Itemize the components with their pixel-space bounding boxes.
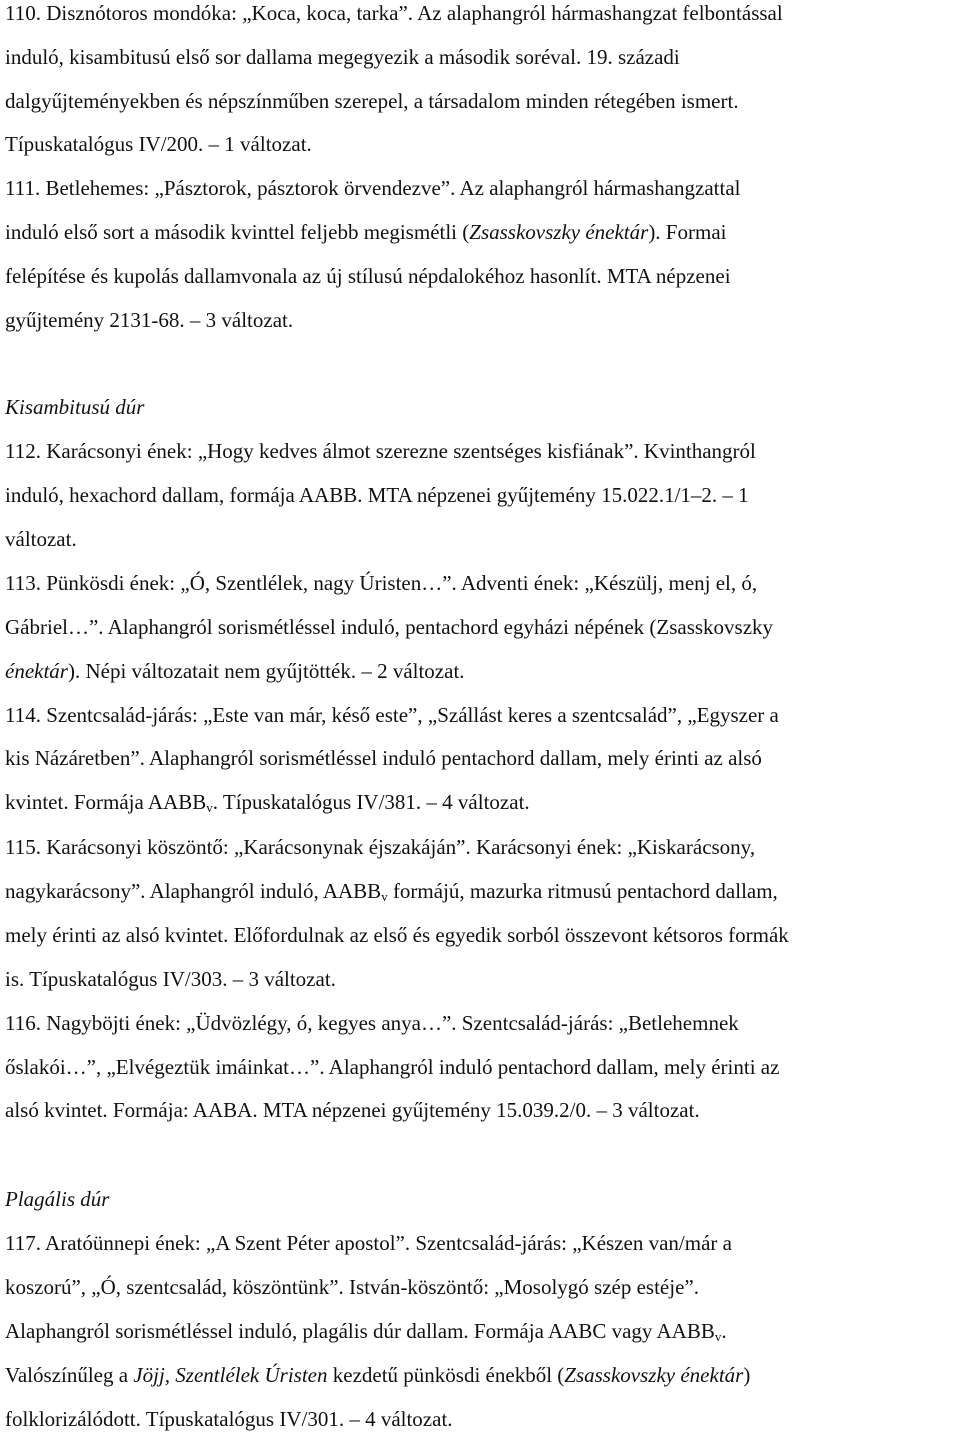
subscript-v: v	[206, 800, 213, 815]
entry-110-line-1: 110. Disznótoros mondóka: „Koca, koca, tarka”. Az alaphangról hármashangzat felbontással	[5, 1, 783, 25]
section-heading-plagalis-dur: Plagális dúr	[5, 1187, 110, 1211]
entry-115-line-4: is. Típuskatalógus IV/303. – 3 változat.	[5, 967, 336, 991]
entry-117-line-3	[5, 1318, 727, 1344]
entry-111-line-4: gyűjtemény 2131-68. – 3 változat.	[5, 308, 294, 332]
entry-111-line-2	[5, 219, 726, 245]
entry-113-line-1: 113. Pünkösdi ének: „Ó, Szentlélek, nagy Úristen…”. Adventi ének: „Készülj, menj el, ó,	[5, 571, 758, 595]
entry-114-line-2: kis Názáretben”. Alaphangról sorismétléssel induló pentachord dallam, mely érinti az alsó	[5, 746, 762, 770]
entry-115-line-1: 115. Karácsonyi köszöntő: „Karácsonynak éjszakáján”. Karácsonyi ének: „Kiskarácsony,	[5, 835, 756, 859]
entry-113-text: ). Népi változatait nem gyűjtötték. – 2 változat.	[67, 659, 465, 683]
entry-113-line-3	[5, 658, 465, 684]
entry-114-text: . Típuskatalógus IV/381. – 4 változat.	[212, 790, 530, 814]
entry-111-line-1: 111. Betlehemes: „Pásztorok, pásztorok örvendezve”. Az alaphangról hármashangzattal	[5, 176, 741, 200]
entry-114-text: kvintet. Formája AABB	[5, 790, 207, 814]
entry-111-line-3: felépítése és kupolás dallamvonala az új stílusú népdalokéhoz hasonlít. MTA népzenei	[5, 264, 731, 288]
entry-116-line-3: alsó kvintet. Formája: AABA. MTA népzenei gyűjtemény 15.039.2/0. – 3 változat.	[5, 1098, 700, 1122]
source-title: énektár	[5, 659, 68, 683]
entry-116-line-1: 116. Nagyböjti ének: „Üdvözlégy, ó, kegyes anya…”. Szentcsalád-járás: „Betlehemnek	[5, 1011, 739, 1035]
entry-115-line-2	[5, 878, 778, 904]
entry-114-line-1: 114. Szentcsalád-járás: „Este van már, késő este”, „Szállást keres a szentcsalád”, „Egyszer a	[5, 703, 779, 727]
entry-117-text: )	[743, 1363, 751, 1387]
entry-112-line-1: 112. Karácsonyi ének: „Hogy kedves álmot szerezne szentséges kisfiának”. Kvinthangról	[5, 439, 756, 463]
entry-113-line-2: Gábriel…”. Alaphangról sorismétléssel induló, pentachord egyházi népének (Zsasskovszky	[5, 615, 774, 639]
entry-115-text: formájú, mazurka ritmusú pentachord dallam,	[387, 879, 778, 903]
entry-112-line-2: induló, hexachord dallam, formája AABB. MTA népzenei gyűjtemény 15.022.1/1–2. – 1	[5, 483, 749, 507]
entry-117-text: kezdetű pünkösdi énekből (	[327, 1363, 565, 1387]
entry-117-text: Alaphangról sorismétléssel induló, plagális dúr dallam. Formája AABC vagy AABB	[5, 1319, 715, 1343]
entry-110-line-3: dalgyűjteményekben és népszínműben szerepel, a társadalom minden rétegében ismert.	[5, 89, 739, 113]
source-title: Zsasskovszky énektár	[469, 220, 649, 244]
entry-115-line-3: mely érinti az alsó kvintet. Előfordulnak az első és egyedik sorból összevont kétsoros formák	[5, 923, 789, 947]
entry-112-line-3: változat.	[5, 527, 77, 551]
song-title: Jöjj, Szentlélek Úristen	[133, 1363, 328, 1387]
entry-110-line-4: Típuskatalógus IV/200. – 1 változat.	[5, 132, 312, 156]
entry-114-line-3	[5, 789, 530, 815]
entry-117-line-5: folklorizálódott. Típuskatalógus IV/301. – 4 változat.	[5, 1407, 453, 1431]
entry-117-text: Valószínűleg a	[5, 1363, 134, 1387]
entry-115-text: nagykarácsony”. Alaphangról induló, AABB	[5, 879, 382, 903]
entry-111-text: ). Formai	[648, 220, 727, 244]
entry-117-line-4	[5, 1362, 750, 1388]
section-heading-kisambitusu-dur: Kisambitusú dúr	[5, 395, 145, 419]
entry-110-line-2: induló, kisambitusú első sor dallama megegyezik a második soréval. 19. századi	[5, 45, 680, 69]
entry-117-line-2: koszorú”, „Ó, szentcsalád, köszöntünk”. István-köszöntő: „Mosolygó szép estéje”.	[5, 1275, 699, 1299]
source-title: Zsasskovszky énektár	[564, 1363, 744, 1387]
subscript-v: v	[381, 889, 388, 904]
entry-117-text: .	[721, 1319, 727, 1343]
entry-111-text: induló első sort a második kvinttel feljebb megismétli (	[5, 220, 470, 244]
entry-116-line-2: őslakói…”, „Elvégeztük imáinkat…”. Alaphangról induló pentachord dallam, mely érinti az	[5, 1055, 780, 1079]
subscript-v: v	[714, 1329, 722, 1344]
entry-117-line-1: 117. Aratóünnepi ének: „A Szent Péter apostol”. Szentcsalád-járás: „Készen van/már a	[5, 1231, 732, 1255]
